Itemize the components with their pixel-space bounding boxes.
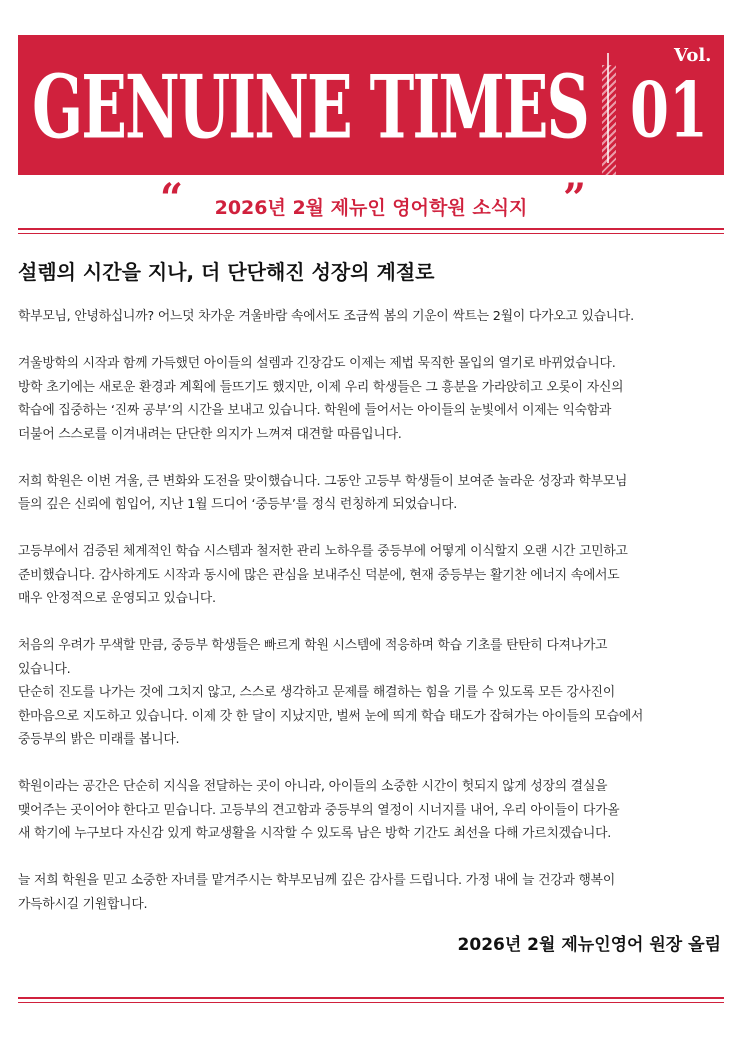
- top-rule-thin: [18, 233, 724, 234]
- text-line: 한마음으로 지도하고 있습니다. 이제 갓 한 달이 지났지만, 벌써 눈에 띄게 학습 태도가 잡혀가는 아이들의 모습에서: [18, 708, 644, 724]
- text-line: 저희 학원은 이번 겨울, 큰 변화와 도전을 맞이했습니다. 그동안 고등부 학생들이 보여준 놀라운 성장과 학부모님: [18, 473, 628, 489]
- close-quote-icon: ”: [563, 175, 587, 222]
- text-line: 중등부의 밝은 미래를 봅니다.: [18, 732, 180, 747]
- masthead-banner: [18, 35, 724, 175]
- article-headline: 설렘의 시간을 지나, 더 단단해진 성장의 계절로: [18, 260, 435, 284]
- text-line: 학원이라는 공간은 단순히 지식을 전달하는 곳이 아니라, 아이들의 소중한 시간이 헛되지 않게 성장의 결실을: [18, 779, 608, 794]
- paragraph-2: [18, 352, 728, 446]
- volume-number: 01: [630, 66, 708, 156]
- text-line: 들의 깊은 신뢰에 힘입어, 지난 1월 드디어 ‘중등부’를 정식 런칭하게 되었습니다.: [18, 497, 458, 512]
- paragraph-7: [18, 869, 728, 916]
- text-line: 학습에 집중하는 ‘진짜 공부’의 시간을 보내고 있습니다. 학원에 들어서는 아이들의 눈빛에서 이제는 익숙함과: [18, 403, 612, 418]
- masthead-hatch-divider: [602, 65, 616, 177]
- subtitle-row: [18, 175, 724, 223]
- text-line: 겨울방학의 시작과 함께 가득했던 아이들의 설렘과 긴장감도 이제는 제법 묵직한 몰입의 열기로 바뀌었습니다.: [18, 356, 616, 371]
- masthead-title: GENUINE TIMES: [32, 57, 588, 160]
- top-rule-thick: [18, 228, 724, 230]
- text-line: 있습니다.: [18, 661, 71, 677]
- text-line: 단순히 진도를 나가는 것에 그치지 않고, 스스로 생각하고 문제를 해결하는 힘을 기를 수 있도록 모든 강사진이: [18, 685, 616, 700]
- text-line: 더불어 스스로를 이겨내려는 단단한 의지가 느껴져 대견할 따름입니다.: [18, 426, 402, 442]
- bottom-rule-thick: [18, 997, 724, 999]
- paragraph-4: [18, 540, 728, 611]
- text-line: 학부모님, 안녕하십니까? 어느덧 차가운 겨울바람 속에서도 조금씩 봄의 기운이 싹트는 2월이 다가오고 있습니다.: [18, 309, 634, 324]
- signature: 2026년 2월 제뉴인영어 원장 올림: [457, 935, 721, 955]
- bottom-rule-thin: [18, 1002, 724, 1003]
- text-line: 맺어주는 곳이어야 한다고 믿습니다. 고등부의 견고함과 중등부의 열정이 시너지를 내어, 우리 아이들이 다가올: [18, 802, 620, 818]
- text-line: 매우 안정적으로 운영되고 있습니다.: [18, 591, 216, 606]
- text-line: 준비했습니다. 감사하게도 시작과 동시에 많은 관심을 보내주신 덕분에, 현재 중등부는 활기찬 에너지 속에서도: [18, 567, 620, 583]
- text-line: 늘 저희 학원을 믿고 소중한 자녀를 맡겨주시는 학부모님께 깊은 감사를 드립니다. 가정 내에 늘 건강과 행복이: [18, 873, 616, 888]
- article-body: [18, 305, 728, 940]
- text-line: 방학 초기에는 새로운 환경과 계획에 들뜨기도 했지만, 이제 우리 학생들은 그 흥분을 가라앉히고 오롯이 자신의: [18, 379, 624, 395]
- text-line: 처음의 우려가 무색할 만큼, 중등부 학생들은 빠르게 학원 시스템에 적응하며 학습 기초를 탄탄히 다져나가고: [18, 638, 608, 653]
- text-line: 새 학기에 누구보다 자신감 있게 학교생활을 시작할 수 있도록 남은 방학 기간도 최선을 다해 가르치겠습니다.: [18, 826, 612, 841]
- paragraph-3: [18, 470, 728, 517]
- text-line: 고등부에서 검증된 체계적인 학습 시스템과 철저한 관리 노하우를 중등부에 어떻게 이식할지 오랜 시간 고민하고: [18, 544, 628, 559]
- paragraph-1: [18, 305, 728, 329]
- volume-label: Vol.: [674, 45, 712, 66]
- open-quote-icon: “: [160, 175, 184, 222]
- paragraph-6: [18, 775, 728, 846]
- masthead-divider-line: [607, 53, 609, 163]
- text-line: 가득하시길 기원합니다.: [18, 896, 148, 912]
- paragraph-5: [18, 634, 728, 752]
- newsletter-subtitle: 2026년 2월 제뉴인 영어학원 소식지: [214, 197, 528, 219]
